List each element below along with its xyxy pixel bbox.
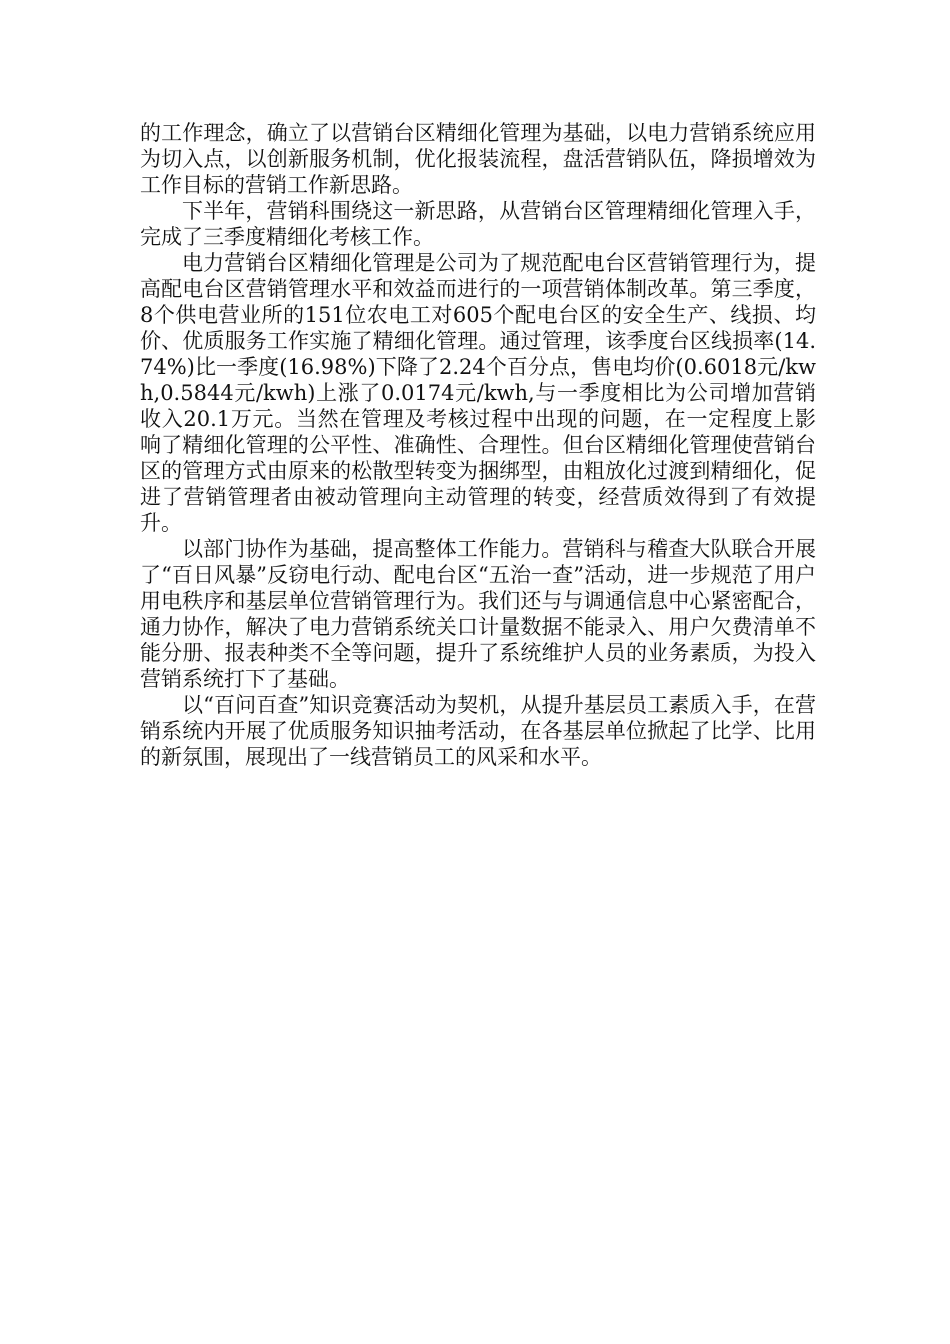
paragraph-3: 电力营销台区精细化管理是公司为了规范配电台区营销管理行为，提高配电台区营销管理水平和效益而进行的一项营销体制改革。第三季度，8个供电营业所的151位农电工对605个配电台区的安全生产、线损、均价、优质服务工作实施了精细化管理。通过管理，该季度台区线损率(14.74%)比一季度(16.98%)下降了2.24个百分点，售电均价(0.6018元/kwh,0.5844元/kwh)上涨了0.0174元/kwh,与一季度相比为公司增加营销收入20.1万元。当然在管理及考核过程中出现的问题，在一定程度上影响了精细化管理的公平性、准确性、合理性。但台区精细化管理使营销台区的管理方式由原来的松散型转变为捆绑型，由粗放化过渡到精细化，促进了营销管理者由被动管理向主动管理的转变，经营质效得到了有效提升。 bbox=[140, 251, 816, 535]
paragraph-5: 以“百问百查”知识竞赛活动为契机，从提升基层员工素质入手，在营销系统内开展了优质服务知识抽考活动，在各基层单位掀起了比学、比用的新氛围，展现出了一线营销员工的风采和水平。 bbox=[140, 693, 816, 769]
paragraph-1: 的工作理念，确立了以营销台区精细化管理为基础，以电力营销系统应用为切入点，以创新服务机制，优化报装流程，盘活营销队伍，降损增效为工作目标的营销工作新思路。 bbox=[140, 121, 816, 197]
paragraph-4: 以部门协作为基础，提高整体工作能力。营销科与稽查大队联合开展了“百日风暴”反窃电行动、配电台区“五治一查”活动，进一步规范了用户用电秩序和基层单位营销管理行为。我们还与与调通信息中心紧密配合，通力协作，解决了电力营销系统关口计量数据不能录入、用户欠费清单不能分册、报表种类不全等问题，提升了系统维护人员的业务素质，为投入营销系统打下了基础。 bbox=[140, 537, 816, 691]
document-page bbox=[140, 120, 816, 770]
paragraph-2: 下半年，营销科围绕这一新思路，从营销台区管理精细化管理入手，完成了三季度精细化考核工作。 bbox=[140, 199, 816, 249]
